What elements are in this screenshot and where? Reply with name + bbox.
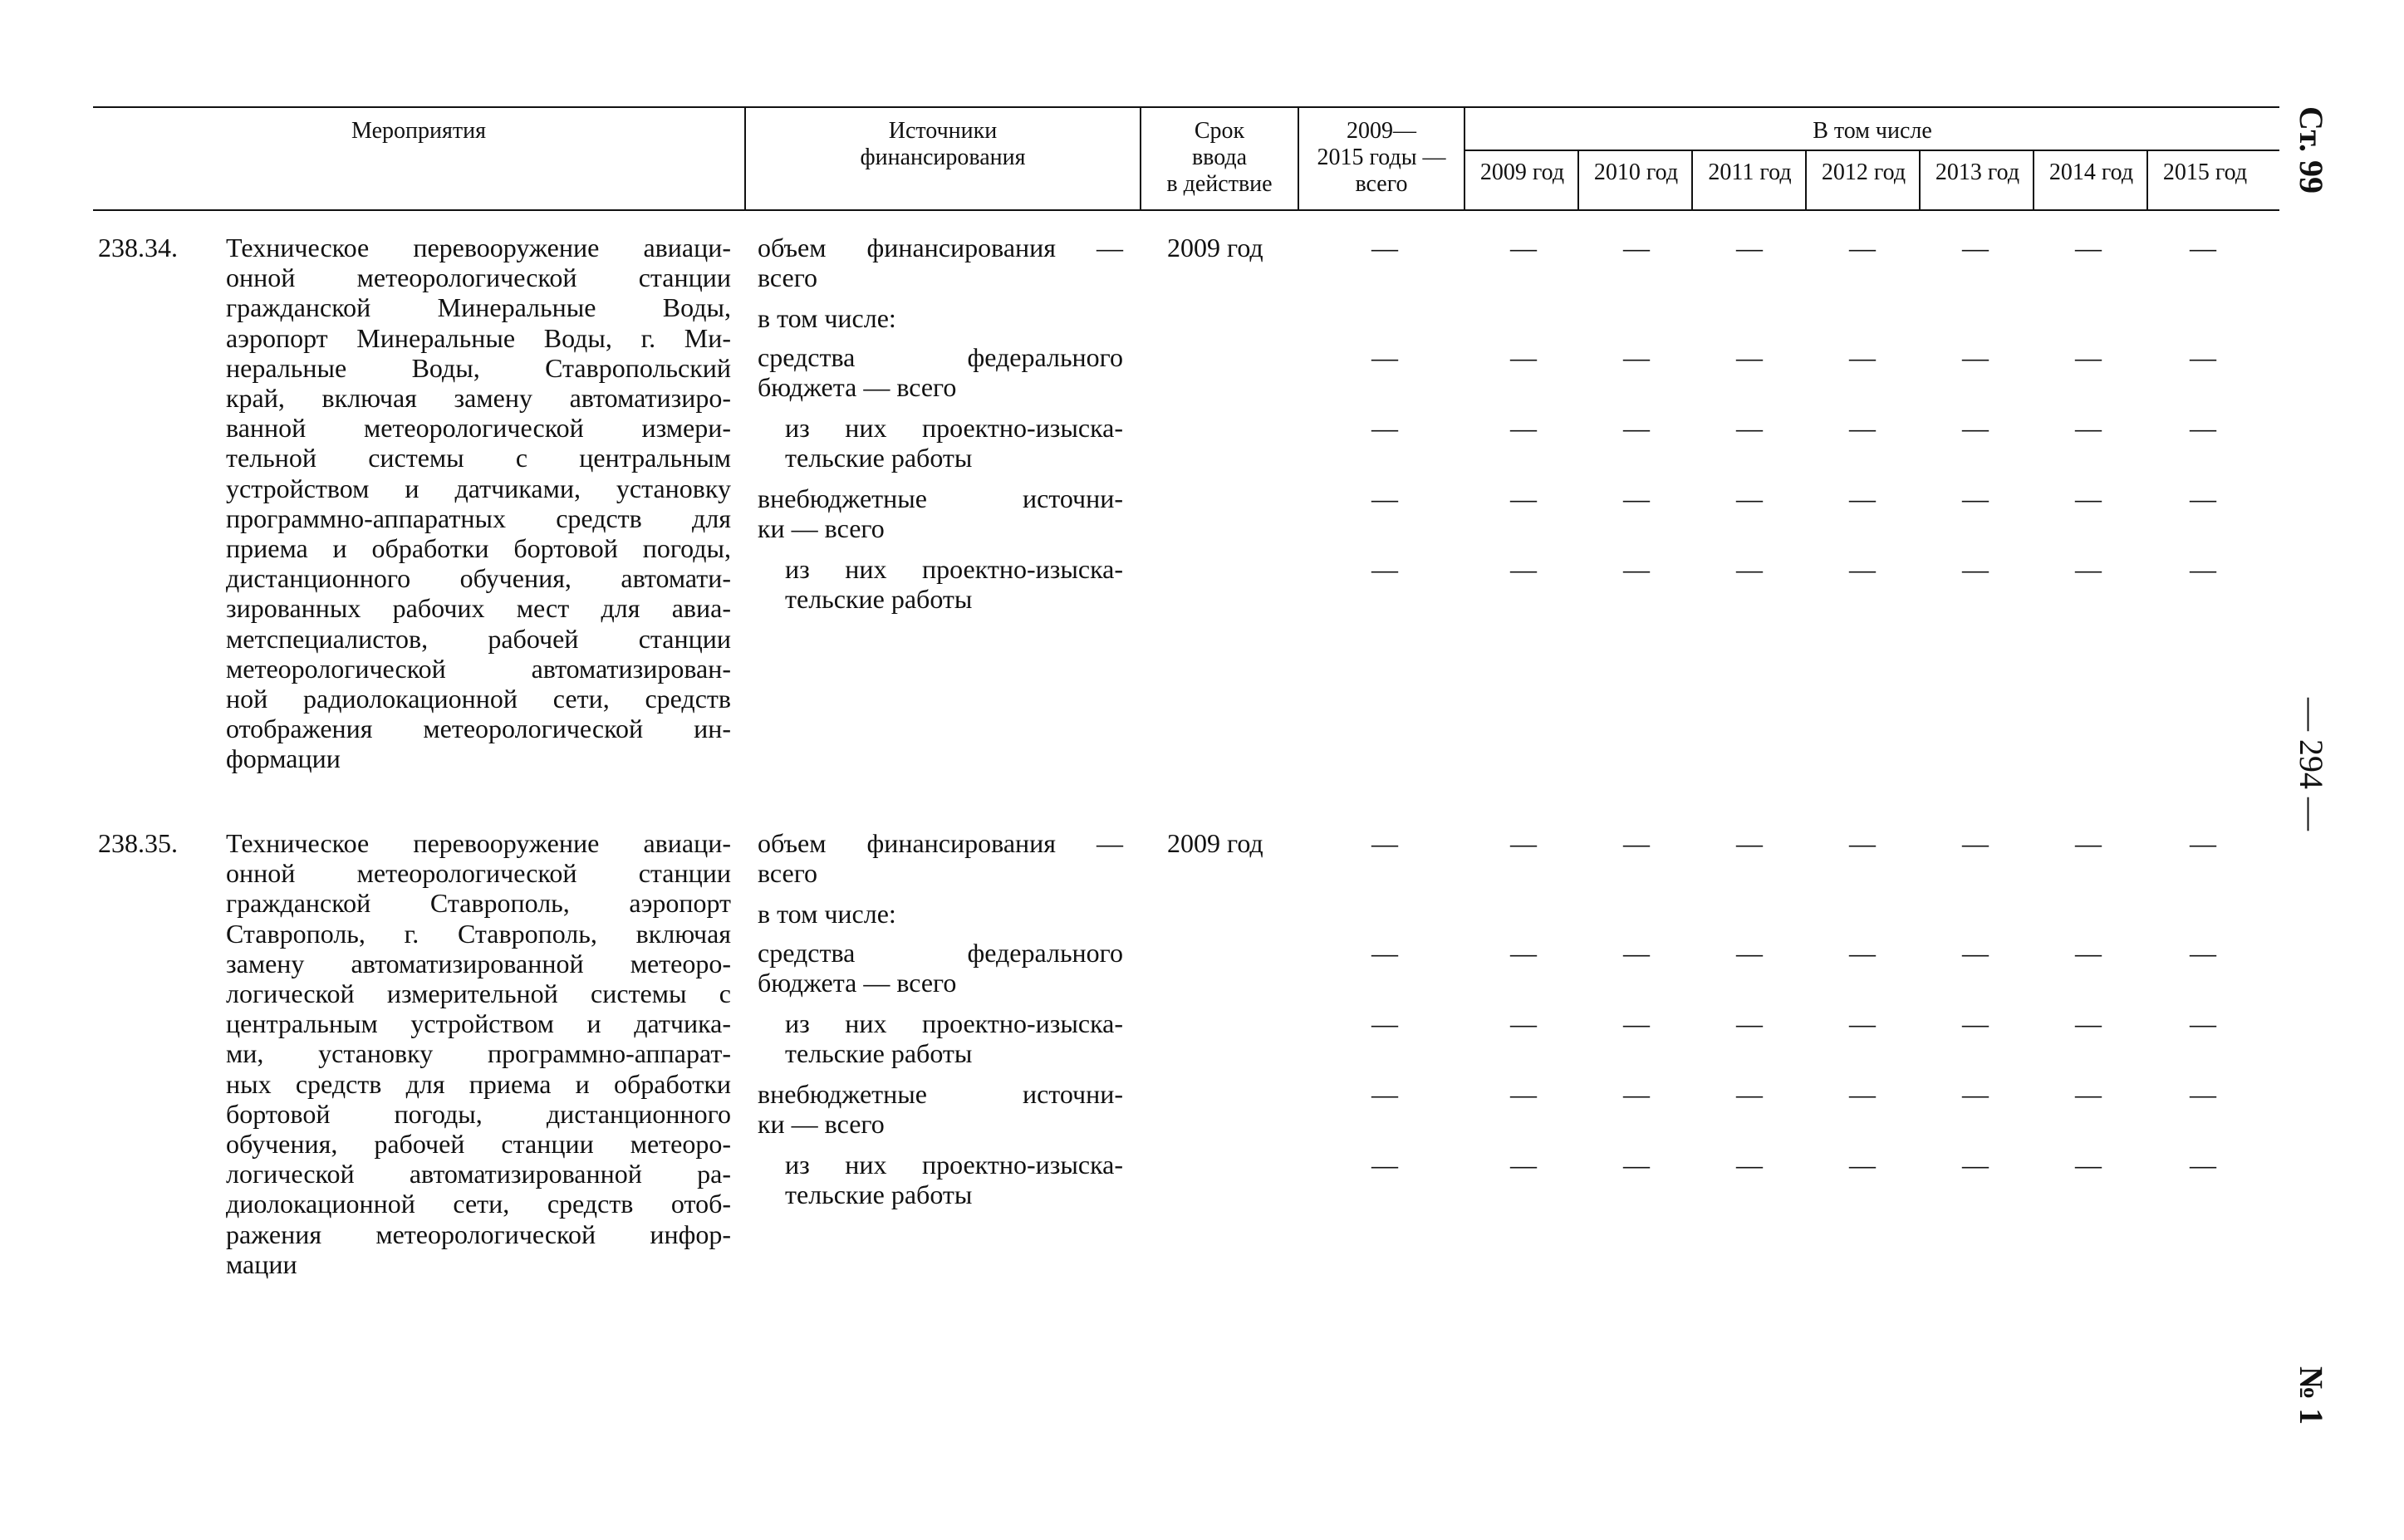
funding-value: — <box>1623 1008 1650 1038</box>
measure-line: логической измерительной системы с <box>226 978 731 1009</box>
measure-line: Техническое перевооружение авиаци- <box>226 828 731 858</box>
measure-line: неральные Воды, Ставропольский <box>226 352 731 383</box>
funding-value: — <box>1510 413 1537 443</box>
funding-value: — <box>2075 1150 2102 1180</box>
funding-source-line: средства федерального <box>758 342 1123 372</box>
funding-value: — <box>1623 483 1650 513</box>
header-measures: Мероприятия <box>351 118 486 144</box>
funding-value: — <box>1623 1150 1650 1180</box>
measure-line: зированных рабочих мест для авиа- <box>226 593 731 624</box>
funding-source-line: тельские работы <box>785 443 973 473</box>
funding-value: — <box>1510 1150 1537 1180</box>
header-year-6: 2015 год <box>2162 159 2248 185</box>
funding-value: — <box>1510 828 1537 858</box>
measure-line: формации <box>226 743 341 774</box>
funding-source-line: в том числе: <box>758 303 896 333</box>
funding-value: — <box>1849 342 1876 372</box>
header-year-0: 2009 год <box>1479 159 1565 185</box>
funding-source-line: внебюджетные источни- <box>758 1079 1123 1109</box>
table-top-rule <box>93 106 2279 108</box>
funding-value: — <box>1736 1008 1763 1038</box>
funding-value: — <box>1623 413 1650 443</box>
funding-source-line: из них проектно-изыска- <box>785 1008 1123 1038</box>
funding-source-line: средства федерального <box>758 938 1123 968</box>
funding-value: — <box>2190 342 2216 372</box>
funding-value: — <box>1849 938 1876 968</box>
funding-value: — <box>1371 233 1398 262</box>
funding-source <box>758 828 1123 888</box>
measure-line: ной радиолокационной сети, средств <box>226 684 731 714</box>
funding-value: — <box>1371 483 1398 513</box>
funding-value: — <box>1736 413 1763 443</box>
measure-line: онной метеорологической станции <box>226 262 731 293</box>
commissioning-term: 2009 год <box>1167 828 1263 858</box>
funding-value: — <box>2075 828 2102 858</box>
table-header-bottom-rule <box>93 209 2279 211</box>
funding-value: — <box>2190 1150 2216 1180</box>
measure-line: аэропорт Минеральные Воды, г. Ми- <box>226 322 731 353</box>
funding-value: — <box>1736 233 1763 262</box>
measure-line: мации <box>226 1248 297 1279</box>
measure-line: диолокационной сети, средств отоб- <box>226 1189 731 1219</box>
funding-value: — <box>1736 342 1763 372</box>
funding-source <box>758 1079 1123 1139</box>
funding-value: — <box>1371 1008 1398 1038</box>
funding-source-line: ки — всего <box>758 1109 885 1139</box>
measure-line: метеорологической автоматизирован- <box>226 653 731 684</box>
header-sources: Источники финансирования <box>860 118 1026 170</box>
funding-source <box>758 233 1123 292</box>
funding-source-line: тельские работы <box>785 1038 973 1068</box>
measure-line: обучения, рабочей станции метеоро- <box>226 1129 731 1160</box>
funding-value: — <box>2190 233 2216 262</box>
page-number: — 294 — <box>2293 698 2330 831</box>
funding-value: — <box>1510 233 1537 262</box>
measure-line: центральным устройством и датчика- <box>226 1008 731 1039</box>
funding-value: — <box>2075 233 2102 262</box>
header-year-3: 2012 год <box>1821 159 1906 185</box>
funding-value: — <box>1623 828 1650 858</box>
funding-source <box>758 303 1123 333</box>
funding-source-line: ки — всего <box>758 513 885 543</box>
funding-value: — <box>1371 413 1398 443</box>
funding-value: — <box>1849 1079 1876 1109</box>
funding-value: — <box>1510 938 1537 968</box>
funding-value: — <box>1849 828 1876 858</box>
funding-source <box>785 554 1123 614</box>
funding-value: — <box>1849 554 1876 584</box>
row-number: 238.35. <box>98 828 178 858</box>
funding-value: — <box>1849 1150 1876 1180</box>
funding-source-line: тельские работы <box>785 1180 973 1209</box>
funding-value: — <box>1371 554 1398 584</box>
funding-value: — <box>1736 1150 1763 1180</box>
measure-line: замену автоматизированной метеоро- <box>226 948 731 978</box>
funding-source-line: тельские работы <box>785 584 973 614</box>
funding-value: — <box>1623 1079 1650 1109</box>
funding-value: — <box>1510 342 1537 372</box>
measure-line: край, включая замену автоматизиро- <box>226 383 731 414</box>
measure-description <box>226 828 731 1279</box>
funding-value: — <box>1962 554 1989 584</box>
measure-line: приема и обработки бортовой погоды, <box>226 533 731 564</box>
funding-value: — <box>2190 1008 2216 1038</box>
measure-line: гражданской Ставрополь, аэропорт <box>226 888 731 919</box>
funding-value: — <box>1962 413 1989 443</box>
issue-number: № 1 <box>2293 1366 2330 1425</box>
funding-source <box>758 899 1123 929</box>
funding-value: — <box>2190 938 2216 968</box>
funding-source <box>785 1150 1123 1209</box>
funding-value: — <box>1962 1008 1989 1038</box>
funding-value: — <box>2075 483 2102 513</box>
funding-value: — <box>1962 342 1989 372</box>
funding-source <box>758 342 1123 402</box>
funding-value: — <box>2075 938 2102 968</box>
funding-source-line: из них проектно-изыска- <box>785 413 1123 443</box>
measure-line: ми, установку программно-аппарат- <box>226 1038 731 1069</box>
funding-value: — <box>1849 1008 1876 1038</box>
measure-line: дистанционного обучения, автомати- <box>226 563 731 594</box>
measure-line: Ставрополь, г. Ставрополь, включая <box>226 918 731 949</box>
funding-value: — <box>1510 554 1537 584</box>
funding-source <box>758 938 1123 998</box>
funding-source-line: из них проектно-изыска- <box>785 554 1123 584</box>
funding-value: — <box>1371 938 1398 968</box>
measure-line: метспециалистов, рабочей станции <box>226 623 731 654</box>
header-year-5: 2014 год <box>2048 159 2134 185</box>
article-number: Ст. 99 <box>2293 106 2330 194</box>
funding-value: — <box>1623 233 1650 262</box>
funding-value: — <box>2190 828 2216 858</box>
funding-source <box>785 1008 1123 1068</box>
measure-line: гражданской Минеральные Воды, <box>226 292 731 323</box>
funding-source-line: объем финансирования — <box>758 233 1123 262</box>
funding-source-line: в том числе: <box>758 899 896 929</box>
measure-description <box>226 233 731 774</box>
funding-value: — <box>1623 938 1650 968</box>
funding-value: — <box>1962 483 1989 513</box>
funding-value: — <box>1849 483 1876 513</box>
funding-value: — <box>1371 342 1398 372</box>
funding-value: — <box>1371 1150 1398 1180</box>
funding-value: — <box>1510 1008 1537 1038</box>
funding-value: — <box>1962 1079 1989 1109</box>
funding-value: — <box>2190 1079 2216 1109</box>
measure-line: бортовой погоды, дистанционного <box>226 1098 731 1129</box>
measure-line: логической автоматизированной ра- <box>226 1159 731 1189</box>
funding-source-line: всего <box>758 858 818 888</box>
funding-value: — <box>1371 1079 1398 1109</box>
funding-value: — <box>1736 938 1763 968</box>
measure-line: устройством и датчиками, установку <box>226 473 731 503</box>
header-year-1: 2010 год <box>1593 159 1679 185</box>
funding-value: — <box>2190 483 2216 513</box>
funding-value: — <box>1962 938 1989 968</box>
header-year-2: 2011 год <box>1708 159 1792 185</box>
funding-source <box>785 413 1123 473</box>
funding-value: — <box>2190 554 2216 584</box>
funding-value: — <box>1371 828 1398 858</box>
funding-source-line: бюджета — всего <box>758 968 957 998</box>
funding-value: — <box>1962 233 1989 262</box>
header-year-4: 2013 год <box>1935 159 2020 185</box>
header-including: В том числе <box>1813 118 1932 144</box>
header-term: Срок ввода в действие <box>1166 118 1273 197</box>
measure-line: программно-аппаратных средств для <box>226 503 731 533</box>
funding-value: — <box>1623 342 1650 372</box>
including-subheader-rule <box>1464 150 2279 151</box>
funding-source <box>758 483 1123 543</box>
measure-line: онной метеорологической станции <box>226 858 731 889</box>
funding-value: — <box>2075 413 2102 443</box>
funding-value: — <box>1510 483 1537 513</box>
funding-value: — <box>1736 1079 1763 1109</box>
funding-source-line: всего <box>758 262 818 292</box>
commissioning-term: 2009 год <box>1167 233 1263 262</box>
funding-value: — <box>1736 483 1763 513</box>
funding-value: — <box>1736 828 1763 858</box>
funding-value: — <box>2190 413 2216 443</box>
measure-line: Техническое перевооружение авиаци- <box>226 233 731 262</box>
funding-source-line: внебюджетные источни- <box>758 483 1123 513</box>
funding-value: — <box>1962 1150 1989 1180</box>
funding-value: — <box>1736 554 1763 584</box>
measure-line: ванной метеорологической измери- <box>226 413 731 444</box>
measure-line: тельной системы с центральным <box>226 443 731 473</box>
funding-value: — <box>1849 413 1876 443</box>
funding-value: — <box>1962 828 1989 858</box>
row-number: 238.34. <box>98 233 178 262</box>
funding-source-line: из них проектно-изыска- <box>785 1150 1123 1180</box>
funding-source-line: бюджета — всего <box>758 372 957 402</box>
measure-line: ражения метеорологической инфор- <box>226 1219 731 1249</box>
funding-value: — <box>2075 554 2102 584</box>
funding-value: — <box>1510 1079 1537 1109</box>
measure-line: отображения метеорологической ин- <box>226 714 731 744</box>
funding-source-line: объем финансирования — <box>758 828 1123 858</box>
funding-value: — <box>1849 233 1876 262</box>
measure-line: ных средств для приема и обработки <box>226 1068 731 1099</box>
funding-value: — <box>2075 1008 2102 1038</box>
funding-value: — <box>1623 554 1650 584</box>
funding-value: — <box>2075 1079 2102 1109</box>
header-total: 2009— 2015 годы — всего <box>1317 118 1446 197</box>
funding-value: — <box>2075 342 2102 372</box>
